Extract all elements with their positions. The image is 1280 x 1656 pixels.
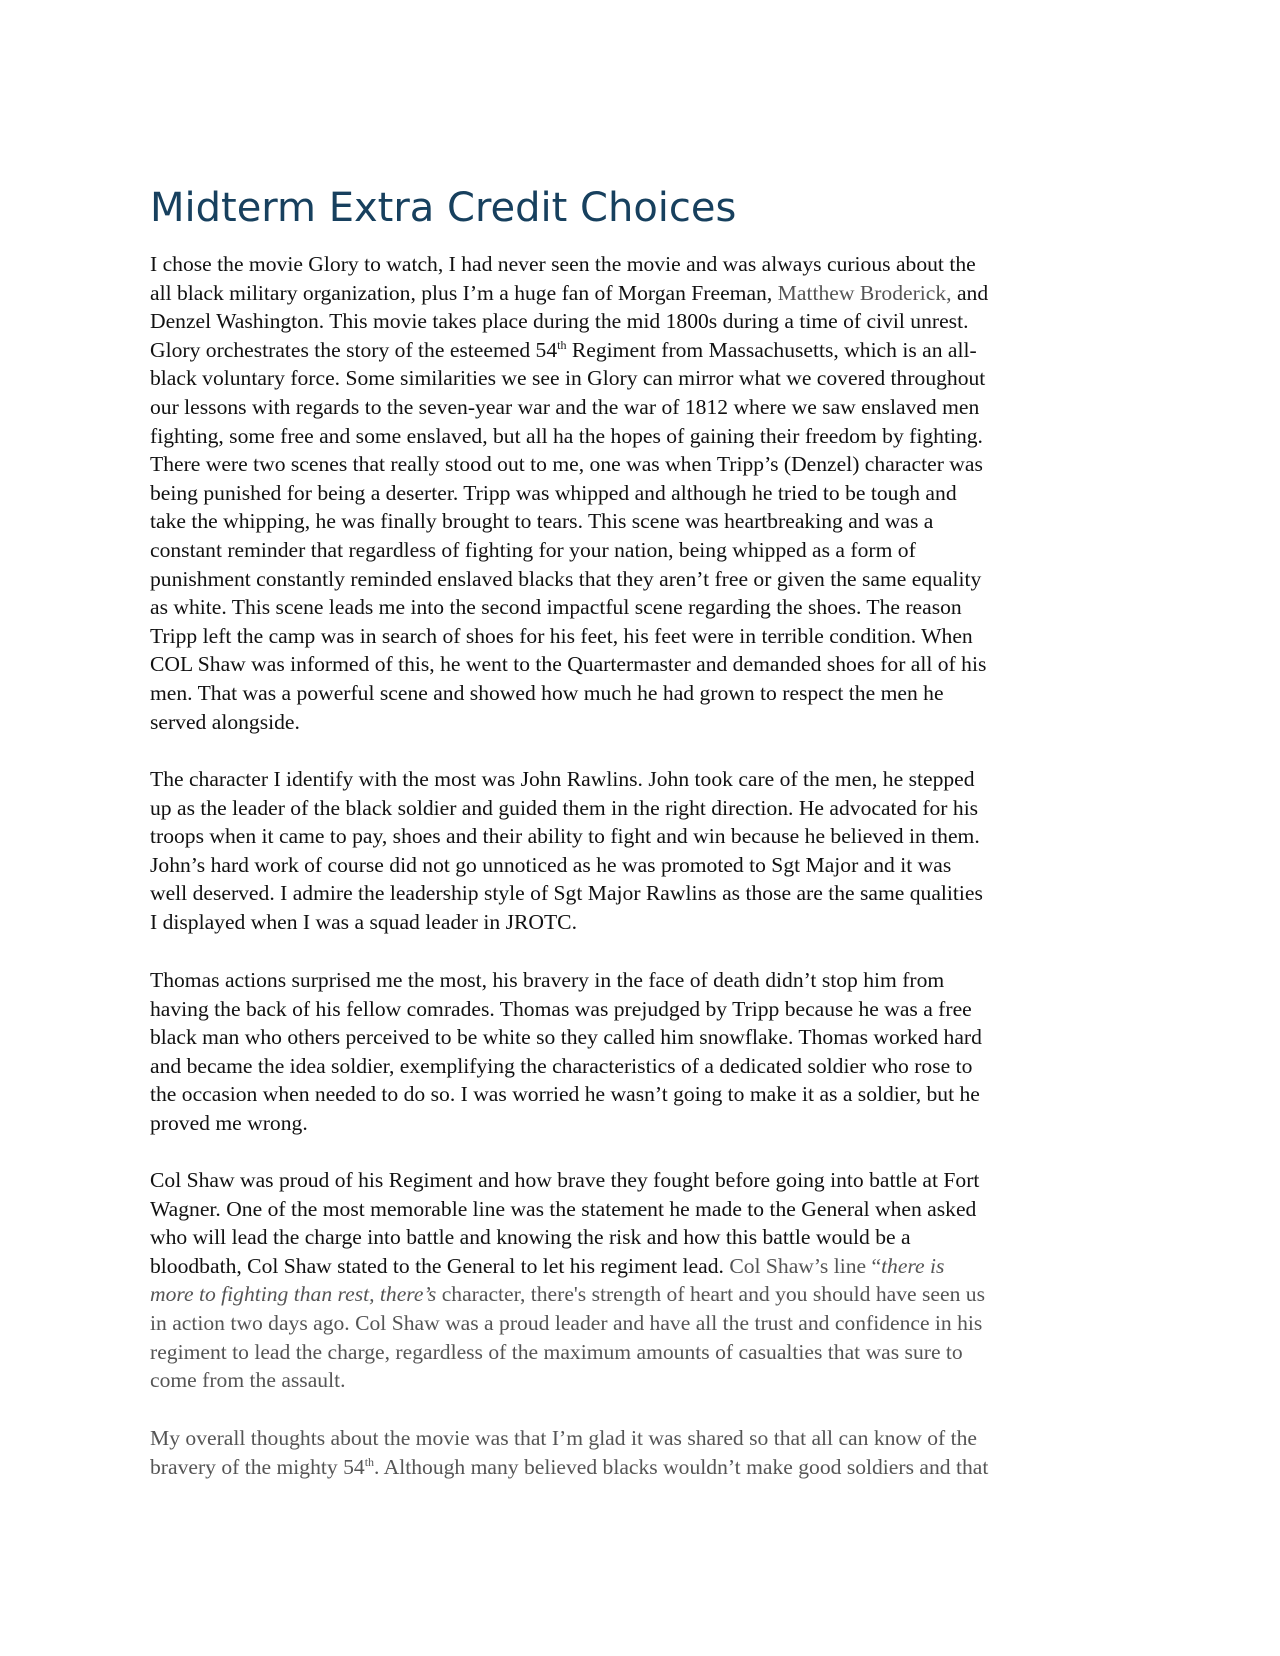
text-line: Col Shaw was proud of his Regiment and how brave they fought before going into battle at Fort [150, 1168, 980, 1192]
text-line [150, 1280, 1140, 1309]
text-line: My overall thoughts about the movie was that I’m glad it was shared so that all can know of the [150, 1426, 977, 1450]
quote-run: Col Shaw’s line “ [729, 1253, 882, 1278]
text-run: bravery of the mighty 54 [150, 1454, 365, 1479]
text-line [150, 336, 1140, 365]
text-line [150, 279, 1140, 308]
text-line: black man who others perceived to be white so they called him snowflake. Thomas worked hard [150, 1025, 982, 1050]
text-line: men. That was a powerful scene and showed how much he had grown to respect the men he [150, 680, 944, 705]
quote-italic-run: more to fighting than rest, there’s [150, 1282, 437, 1307]
text-line: The character I identify with the most was John Rawlins. John took care of the men, he stepped [150, 767, 975, 791]
paragraph-thomas [150, 966, 1140, 1138]
text-run: and [951, 280, 989, 305]
text-line: in action two days ago. Col Shaw was a proud leader and have all the trust and confidence in his [150, 1310, 983, 1335]
text-line: I chose the movie Glory to watch, I had never seen the movie and was always curious about the [150, 252, 976, 276]
text-line: well deserved. I admire the leadership style of Sgt Major Rawlins as those are the same qualities [150, 881, 983, 906]
text-line: as white. This scene leads me into the second impactful scene regarding the shoes. The reason [150, 595, 962, 620]
paragraph-intro [150, 250, 1140, 736]
paragraph-col-shaw [150, 1166, 1140, 1395]
ordinal-superscript: th [557, 337, 567, 352]
text-line: take the whipping, he was finally brought to tears. This scene was heartbreaking and was a [150, 509, 934, 534]
text-line: our lessons with regards to the seven-year war and the war of 1812 where we saw enslaved men [150, 394, 980, 419]
text-line: proved me wrong. [150, 1110, 308, 1135]
text-line: punishment constantly reminded enslaved blacks that they aren’t free or given the same equality [150, 566, 982, 591]
text-line: fighting, some free and some enslaved, but all ha the hopes of gaining their freedom by fighting. [150, 423, 983, 448]
text-line: served alongside. [150, 709, 300, 734]
text-line: COL Shaw was informed of this, he went to the Quartermaster and demanded shoes for all of his [150, 652, 987, 677]
text-run: . Although many believed blacks wouldn’t make good soldiers and that [374, 1454, 989, 1479]
paragraph-john-rawlins [150, 765, 1140, 937]
text-line: There were two scenes that really stood out to me, one was when Tripp’s (Denzel) character was [150, 452, 983, 477]
text-line: who will lead the charge into battle and knowing the risk and how this battle would be a [150, 1225, 911, 1250]
text-line: Tripp left the camp was in search of shoes for his feet, his feet were in terrible condition. When [150, 623, 973, 648]
text-line: having the back of his fellow comrades. Thomas was prejudged by Tripp because he was a free [150, 996, 972, 1021]
paragraph-overall-thoughts [150, 1424, 1140, 1481]
text-line: John’s hard work of course did not go unnoticed as he was promoted to Sgt Major and it was [150, 852, 952, 877]
quote-run: character, there's strength of heart and you should have seen us [436, 1282, 985, 1307]
text-run: bloodbath, Col Shaw stated to the General to let his regiment lead. [150, 1253, 730, 1278]
text-line: the occasion when needed to do so. I was worried he wasn’t going to make it as a soldier, but he [150, 1082, 980, 1107]
text-run: Glory orchestrates the story of the esteemed 54 [150, 337, 558, 362]
text-line: up as the leader of the black soldier and guided them in the right direction. He advocated for his [150, 795, 979, 820]
page-title: Midterm Extra Credit Choices [150, 185, 737, 231]
text-line: come from the assault. [150, 1368, 346, 1393]
text-line: being punished for being a deserter. Tripp was whipped and although he tried to be tough and [150, 480, 957, 505]
text-line: black voluntary force. Some similarities we see in Glory can mirror what we covered throughout [150, 366, 986, 391]
text-line: and became the idea soldier, exemplifying the characteristics of a dedicated soldier who rose to [150, 1053, 973, 1078]
text-run: Regiment from Massachusetts, which is an all- [566, 337, 977, 362]
quote-italic-run: there is [881, 1253, 945, 1278]
text-line [150, 1252, 1140, 1281]
text-line: troops when it came to pay, shoes and their ability to fight and win because he believed in them. [150, 824, 980, 849]
text-line: constant reminder that regardless of fighting for your nation, being whipped as a form of [150, 537, 916, 562]
text-run: all black military organization, plus I’m a huge fan of Morgan Freeman, [150, 280, 778, 305]
text-line: regiment to lead the charge, regardless of the maximum amounts of casualties that was sure to [150, 1339, 963, 1364]
text-line: I displayed when I was a squad leader in JROTC. [150, 909, 577, 934]
ordinal-superscript: th [364, 1454, 375, 1469]
actor-name-highlight: Matthew Broderick, [777, 280, 952, 305]
text-line: Wagner. One of the most memorable line was the statement he made to the General when asked [150, 1196, 977, 1221]
text-line [150, 1453, 1140, 1482]
text-line: Denzel Washington. This movie takes place during the mid 1800s during a time of civil unrest. [150, 309, 969, 334]
text-line: Thomas actions surprised me the most, his bravery in the face of death didn’t stop him from [150, 968, 945, 992]
